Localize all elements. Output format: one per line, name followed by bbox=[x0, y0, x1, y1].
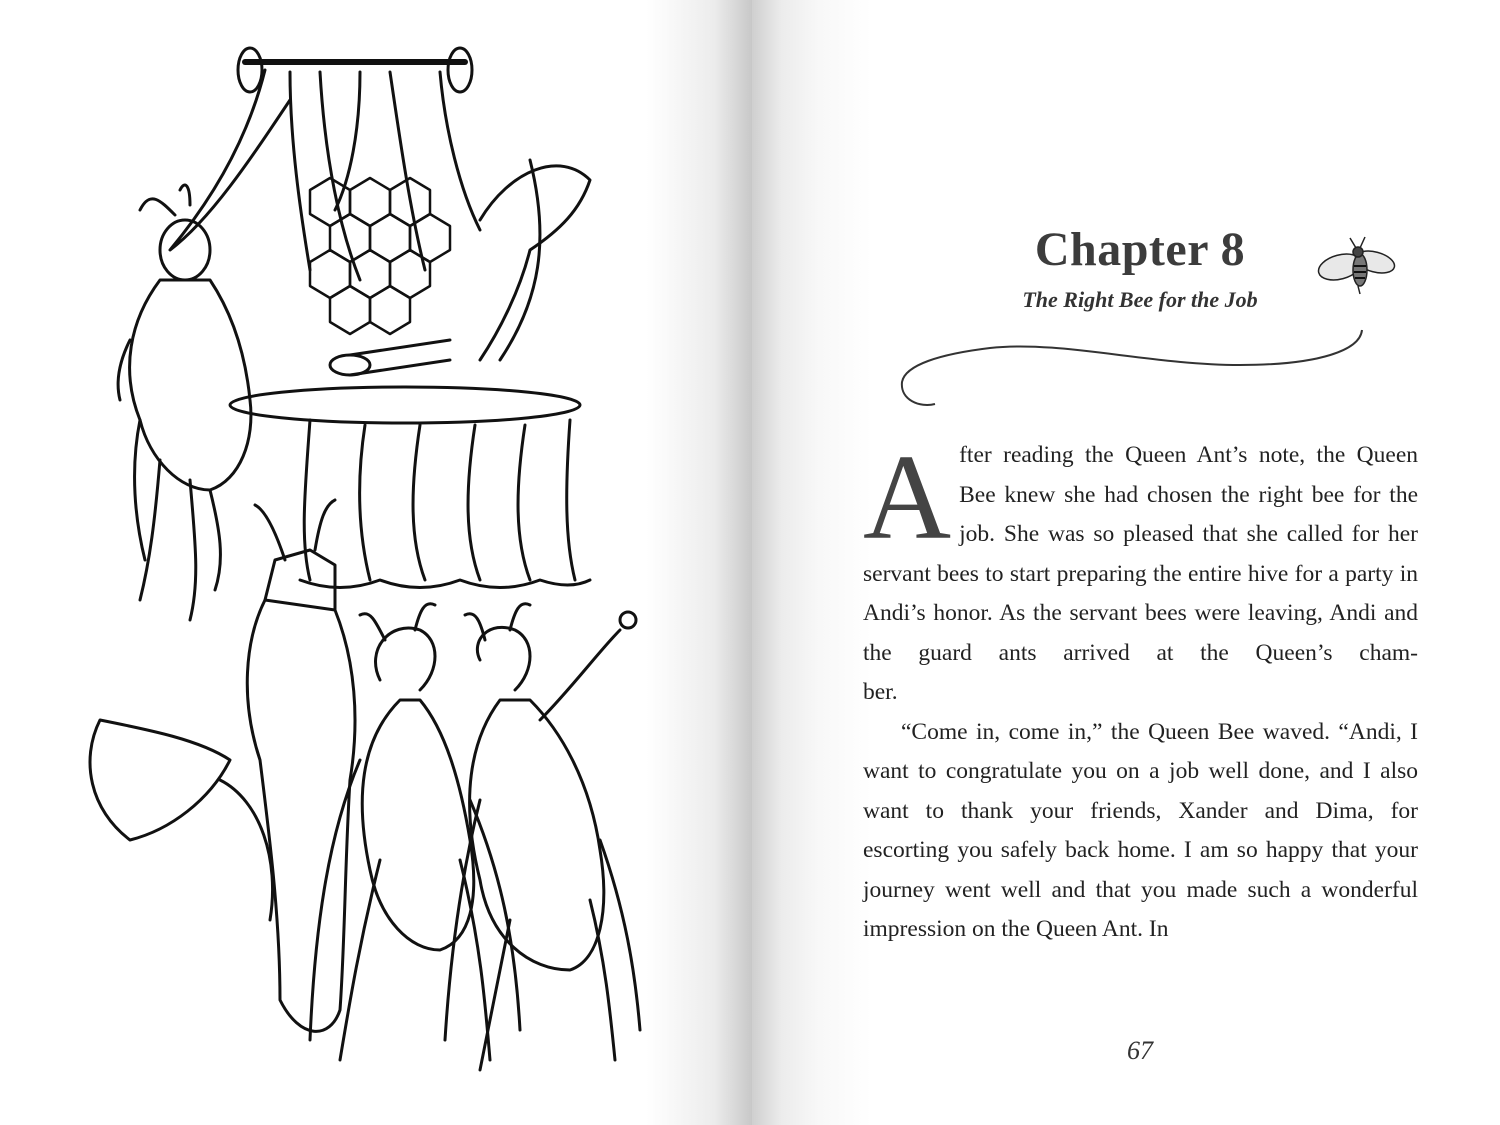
chapter-title: Chapter 8 bbox=[1034, 223, 1246, 276]
paragraph bbox=[863, 430, 1418, 673]
page-number: 67 bbox=[1127, 1036, 1153, 1065]
chapter-body bbox=[863, 430, 1418, 950]
chapter-illustration bbox=[60, 40, 660, 1080]
paragraph-end: ber. bbox=[863, 679, 898, 705]
chapter-subtitle: The Right Bee for the Job bbox=[1022, 287, 1258, 312]
drop-cap: A bbox=[863, 430, 952, 565]
paragraph: “Come in, come in,” the Queen Bee waved. “Andi, I want to congratulate you on a job well done, and I also want to thank your friends, Xander and Dima, for escorting you safely back home. I am so happy that your journey went well and that you made such a wonderful impression on the Queen Ant. In bbox=[863, 718, 1418, 942]
paragraph-text: fter reading the Queen Ant’s note, the Queen Bee knew she had chosen the right bee for the job. She was so pleased that she called for her servant bees to start preparing the entire hive for a party in Andi’s honor. As the servant bees were leaving, Andi and the guard ants arrived at the Queen’s cham- bbox=[863, 442, 1418, 666]
flourish-line bbox=[890, 300, 1380, 420]
